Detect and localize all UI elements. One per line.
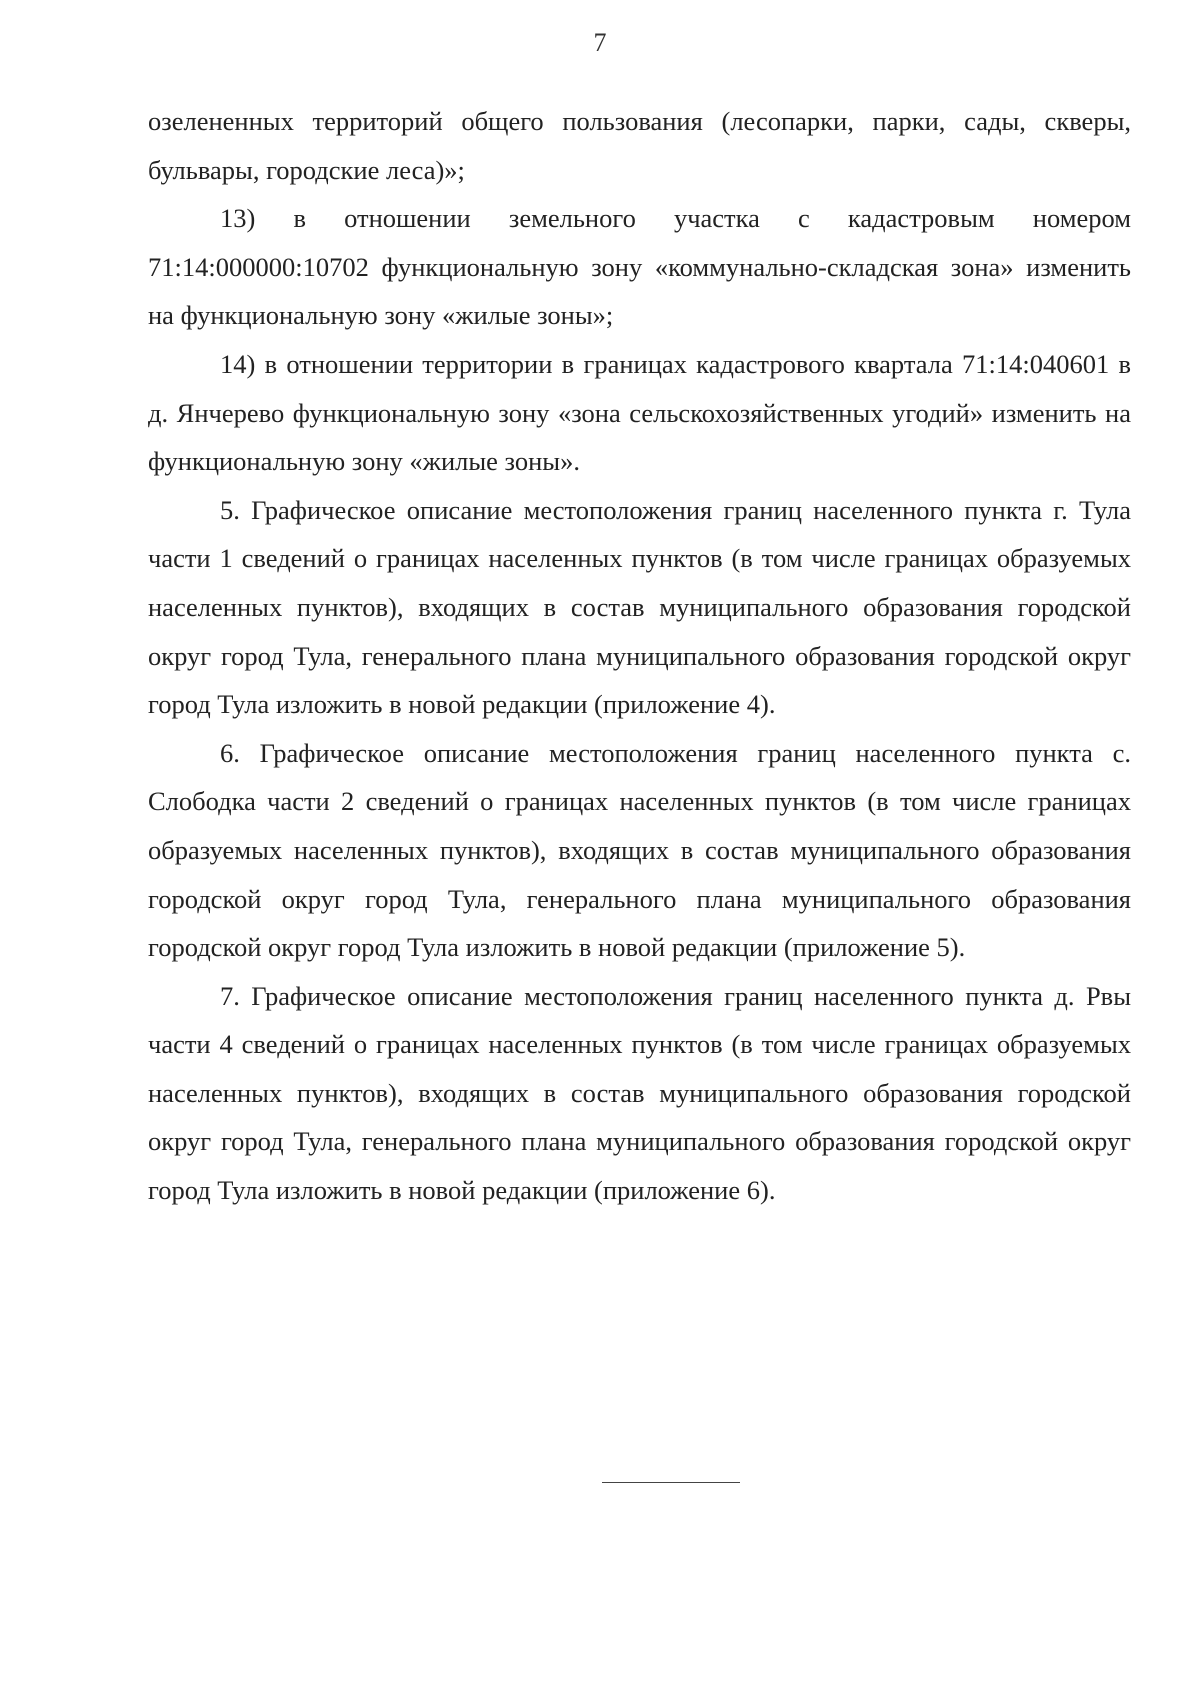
document-body (148, 97, 1131, 1215)
paragraph-item-14: 14) в отношении территории в границах кадастрового квартала 71:14:040601 в д. Янчерево функциональную зону «зона сельскохозяйственных угодий» изменить на функциональную зону «жилые зоны». (148, 348, 1131, 477)
paragraph-7: 7. Графическое описание местоположения границ населенного пункта д. Рвы части 4 сведений о границах населенных пунктов (в том числе границах образуемых населенных пунктов), входящих в состав муниципального образования городской округ город Тула, генерального плана муниципального образования городской округ город Тула изложить в новой редакции (приложение 6). (148, 980, 1131, 1206)
paragraph-continuation: озелененных территорий общего пользования (лесопарки, парки, сады, скверы, бульвары, городские леса)»; (148, 106, 1131, 185)
page-number: 7 (593, 28, 607, 57)
end-of-text-rule (602, 1482, 740, 1483)
paragraph-5: 5. Графическое описание местоположения границ населенного пункта г. Тула части 1 сведений о границах населенных пунктов (в том числе границах образуемых населенных пунктов), входящих в состав муниципального образования городской округ город Тула, генерального плана муниципального образования городской округ город Тула изложить в новой редакции (приложение 4). (148, 494, 1131, 720)
paragraph-6: 6. Графическое описание местоположения границ населенного пункта с. Слободка части 2 сведений о границах населенных пунктов (в том числе границах образуемых населенных пунктов), входящих в состав муниципального образования городской округ город Тула, генерального плана муниципального образования городской округ город Тула изложить в новой редакции (приложение 5). (148, 737, 1131, 963)
paragraph-item-13: 13) в отношении земельного участка с кадастровым номером 71:14:000000:10702 функциональную зону «коммунально-складская зона» изменить на функциональную зону «жилые зоны»; (148, 203, 1131, 331)
